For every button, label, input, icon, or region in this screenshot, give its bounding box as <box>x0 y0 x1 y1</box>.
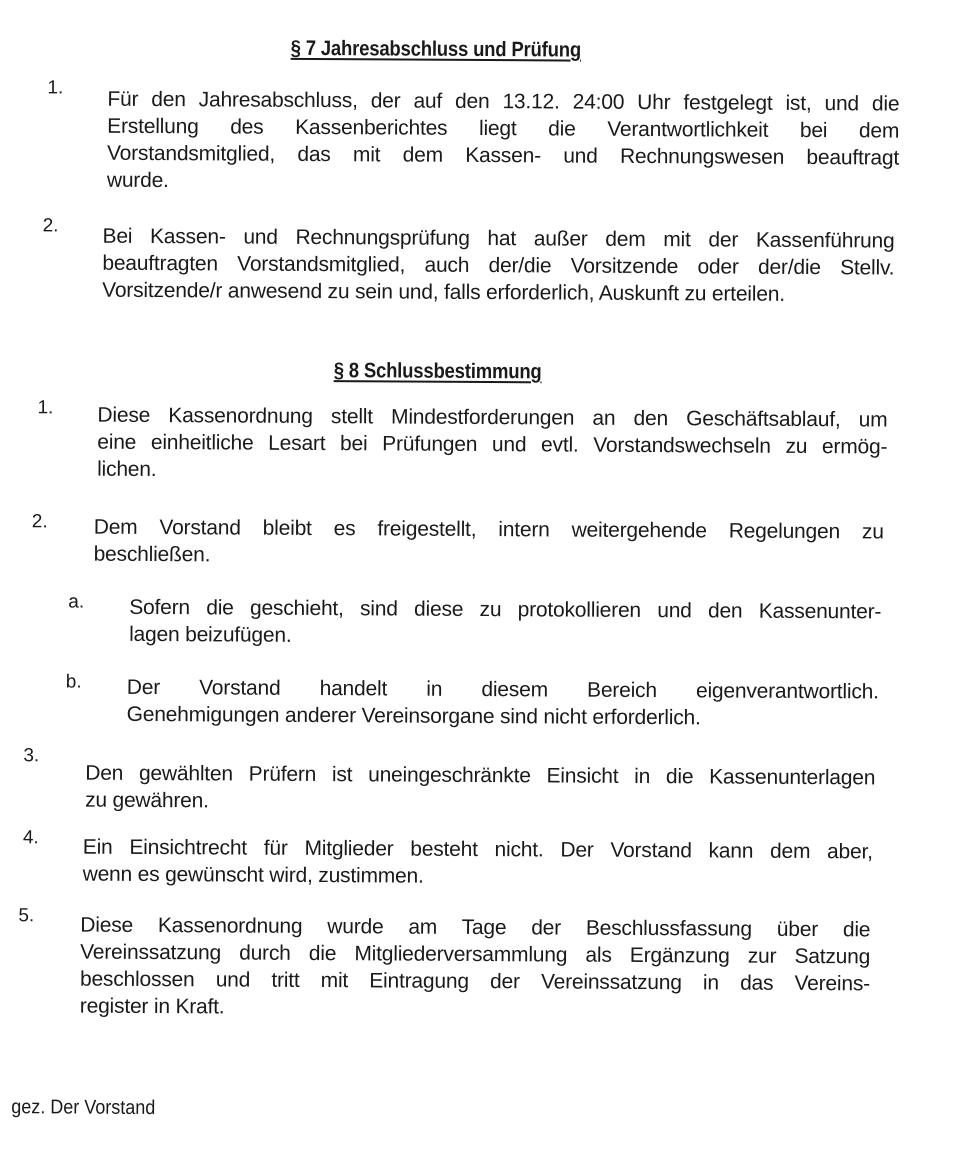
s7-item-2-line-3: Vorsitzende/r anwesend zu sein und, falls erforderlich, Auskunft zu erteilen. <box>102 278 785 306</box>
section-7-heading: § 7 Jahresabschluss und Prüfung <box>290 36 582 62</box>
s8-item-a-line-2: lagen beizufügen. <box>129 622 292 647</box>
s8-item-a-text <box>129 594 881 653</box>
signature-line: gez. Der Vorstand <box>11 1096 156 1120</box>
s8-item-b-line-1: Der Vorstand handelt in diesem Bereich eigenverantwortlich. <box>126 675 879 704</box>
s7-item-2-text <box>102 223 894 309</box>
s8-item-3-number: 3. <box>23 745 40 767</box>
s8-item-3-line-2: zu gewähren. <box>85 788 209 813</box>
s7-item-1-line-1: Für den Jahresabschluss, der auf den 13.12. 24:00 Uhr festgelegt ist, und die <box>107 87 900 116</box>
s8-item-1-text <box>97 402 887 488</box>
s8-item-b-line-2: Genehmigungen anderer Vereinsorgane sind nicht erforderlich. <box>126 702 701 730</box>
s8-item-5-line-3: beschlossen und tritt mit Eintragung der Vereinssatzung in das Vereins- <box>79 967 871 996</box>
section-8-heading: § 8 Schlussbestimmung <box>333 359 542 384</box>
s8-item-2-number: 2. <box>31 511 48 533</box>
s8-item-a-line-1: Sofern die geschieht, sind diese zu protokollieren und den Kassenunter- <box>129 595 882 624</box>
s8-item-1-line-3: lichen. <box>97 457 157 482</box>
s8-item-1-line-1: Diese Kassenordnung stellt Mindestforderungen an den Geschäftsablauf, um <box>97 403 888 432</box>
s8-item-3-line-1: Den gewählten Prüfern ist uneingeschränkte Einsicht in die Kassenunterlagen <box>85 761 876 790</box>
s8-item-3-text <box>85 760 875 819</box>
s7-item-2-number: 2. <box>42 215 59 237</box>
s8-item-5-line-1: Diese Kassenordnung wurde am Tage der Beschlussfassung über die <box>80 913 871 942</box>
s8-item-4-line-2: wenn es gewünscht wird, zustimmen. <box>82 862 424 888</box>
s7-item-2-line-1: Bei Kassen- und Rechnungsprüfung hat außer dem mit der Kassenführung <box>102 224 895 253</box>
s8-item-4-line-1: Ein Einsichtrecht für Mitglieder besteht nicht. Der Vorstand kann dem aber, <box>82 835 873 864</box>
s7-item-1-line-4: wurde. <box>106 168 169 193</box>
s8-item-b-text <box>127 674 879 733</box>
s7-item-1-number: 1. <box>47 77 64 99</box>
s8-item-4-text <box>83 834 873 893</box>
s8-item-1-line-2: eine einheitliche Lesart bei Prüfungen und evtl. Vorstandswechseln zu ermög- <box>97 430 888 459</box>
s8-item-b-number: b. <box>65 671 82 693</box>
s7-item-1-line-2: Erstellung des Kassenberichtes liegt die Verantwortlichkeit bei dem <box>107 114 900 143</box>
s8-item-4-number: 4. <box>22 827 39 849</box>
s8-item-2-text <box>94 514 884 573</box>
s8-item-a-number: a. <box>68 591 85 613</box>
s7-item-1-text <box>107 86 900 199</box>
s8-item-5-line-2: Vereinssatzung durch die Mitgliederversammlung als Ergänzung zur Satzung <box>80 940 871 969</box>
s8-item-1-number: 1. <box>37 397 54 419</box>
s8-item-5-number: 5. <box>18 905 35 927</box>
s7-item-1-line-3: Vorstandsmitglied, das mit dem Kassen- und Rechnungswesen beauftragt <box>106 141 900 170</box>
s8-item-2-line-1: Dem Vorstand bleibt es freigestellt, intern weitergehende Regelungen zu <box>93 515 884 544</box>
s7-item-2-line-2: beauftragten Vorstandsmitglied, auch der/die Vorsitzende oder der/die Stellv. <box>102 251 895 280</box>
s8-item-5-text <box>80 912 871 1025</box>
s8-item-5-line-4: register in Kraft. <box>79 994 225 1019</box>
s8-item-2-line-2: beschließen. <box>93 542 211 567</box>
